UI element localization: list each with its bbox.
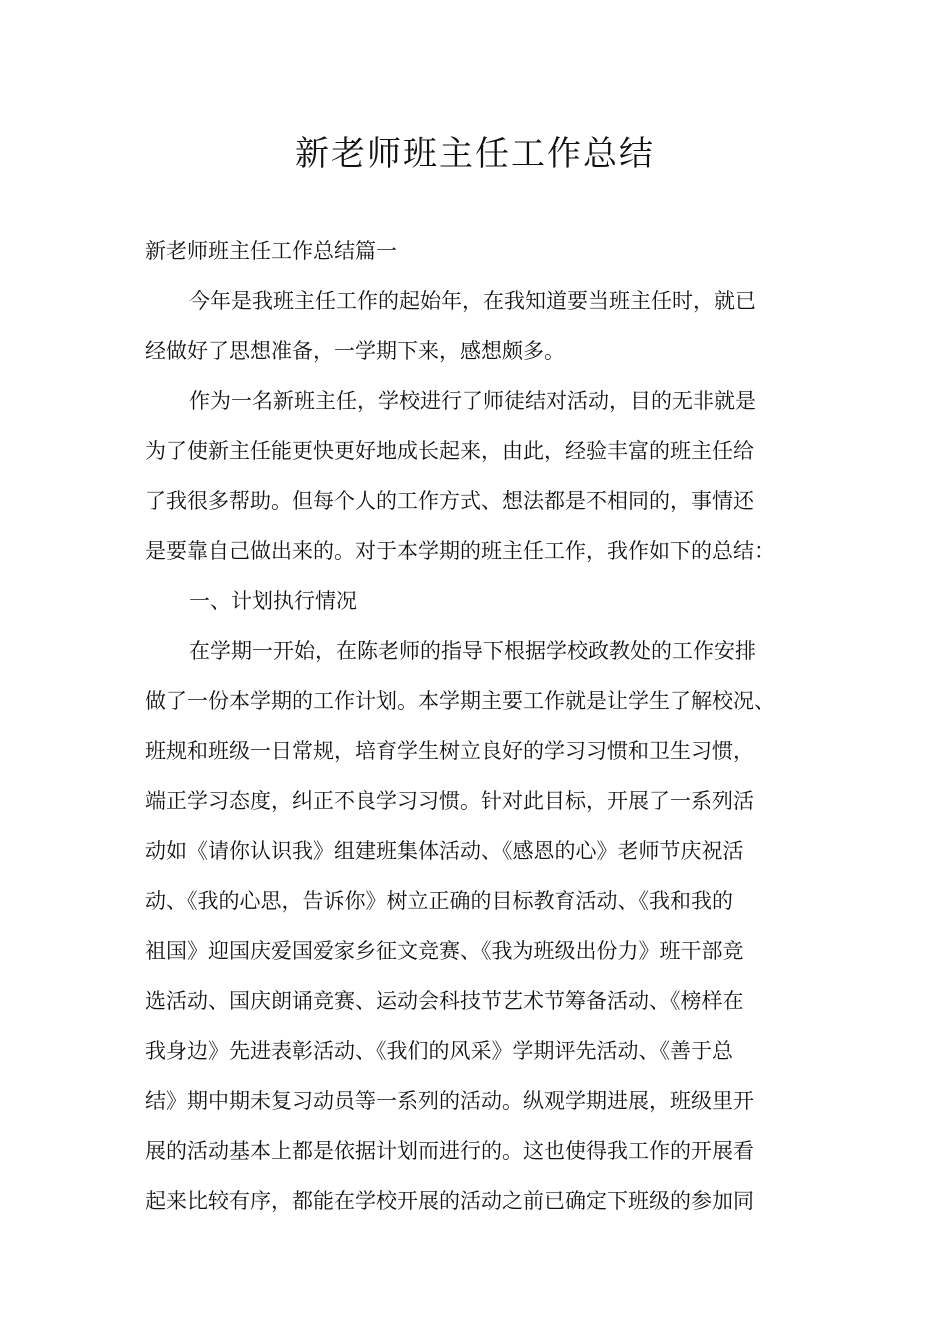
text-line: 为了使新主任能更快更好地成长起来，由此，经验丰富的班主任给 bbox=[145, 439, 754, 463]
text-line: 新老师班主任工作总结篇一 bbox=[145, 239, 397, 263]
text-line: 在学期一开始，在陈老师的指导下根据学校政教处的工作安排 bbox=[189, 639, 756, 663]
text-line: 班规和班级一日常规，培育学生树立良好的学习习惯和卫生习惯， bbox=[145, 739, 754, 763]
text-line: 作为一名新班主任，学校进行了师徒结对活动，目的无非就是 bbox=[189, 389, 756, 413]
text-line: 端正学习态度，纠正不良学习习惯。针对此目标，开展了一系列活 bbox=[145, 789, 754, 813]
text-line: 做了一份本学期的工作计划。本学期主要工作就是让学生了解校况、 bbox=[145, 689, 775, 713]
text-line: 今年是我班主任工作的起始年，在我知道要当班主任时，就已 bbox=[189, 289, 756, 313]
text-line: 一、计划执行情况 bbox=[189, 589, 357, 613]
document-body bbox=[145, 226, 815, 1226]
text-line: 是要靠自己做出来的。对于本学期的班主任工作，我作如下的总结： bbox=[145, 539, 775, 563]
text-line: 选活动、国庆朗诵竞赛、运动会科技节艺术节筹备活动、《榜样在 bbox=[145, 989, 744, 1013]
text-line: 了我很多帮助。但每个人的工作方式、想法都是不相同的，事情还 bbox=[145, 489, 754, 513]
text-line: 动、《我的心思，告诉你》树立正确的目标教育活动、《我和我的 bbox=[145, 889, 733, 913]
text-line: 起来比较有序，都能在学校开展的活动之前已确定下班级的参加同 bbox=[145, 1189, 754, 1213]
text-line: 结》期中期未复习动员等一系列的活动。纵观学期进展，班级里开 bbox=[145, 1089, 754, 1113]
text-line: 我身边》先进表彰活动、《我们的风采》学期评先活动、《善于总 bbox=[145, 1039, 733, 1063]
text-line: 展的活动基本上都是依据计划而进行的。这也使得我工作的开展看 bbox=[145, 1139, 754, 1163]
document-title: 新老师班主任工作总结 bbox=[295, 134, 655, 174]
text-line: 动如《请你认识我》组建班集体活动、《感恩的心》老师节庆祝活 bbox=[145, 839, 744, 863]
text-line: 经做好了思想准备，一学期下来，感想颇多。 bbox=[145, 339, 565, 363]
text-line: 祖国》迎国庆爱国爱家乡征文竞赛、《我为班级出份力》班干部竞 bbox=[145, 939, 744, 963]
